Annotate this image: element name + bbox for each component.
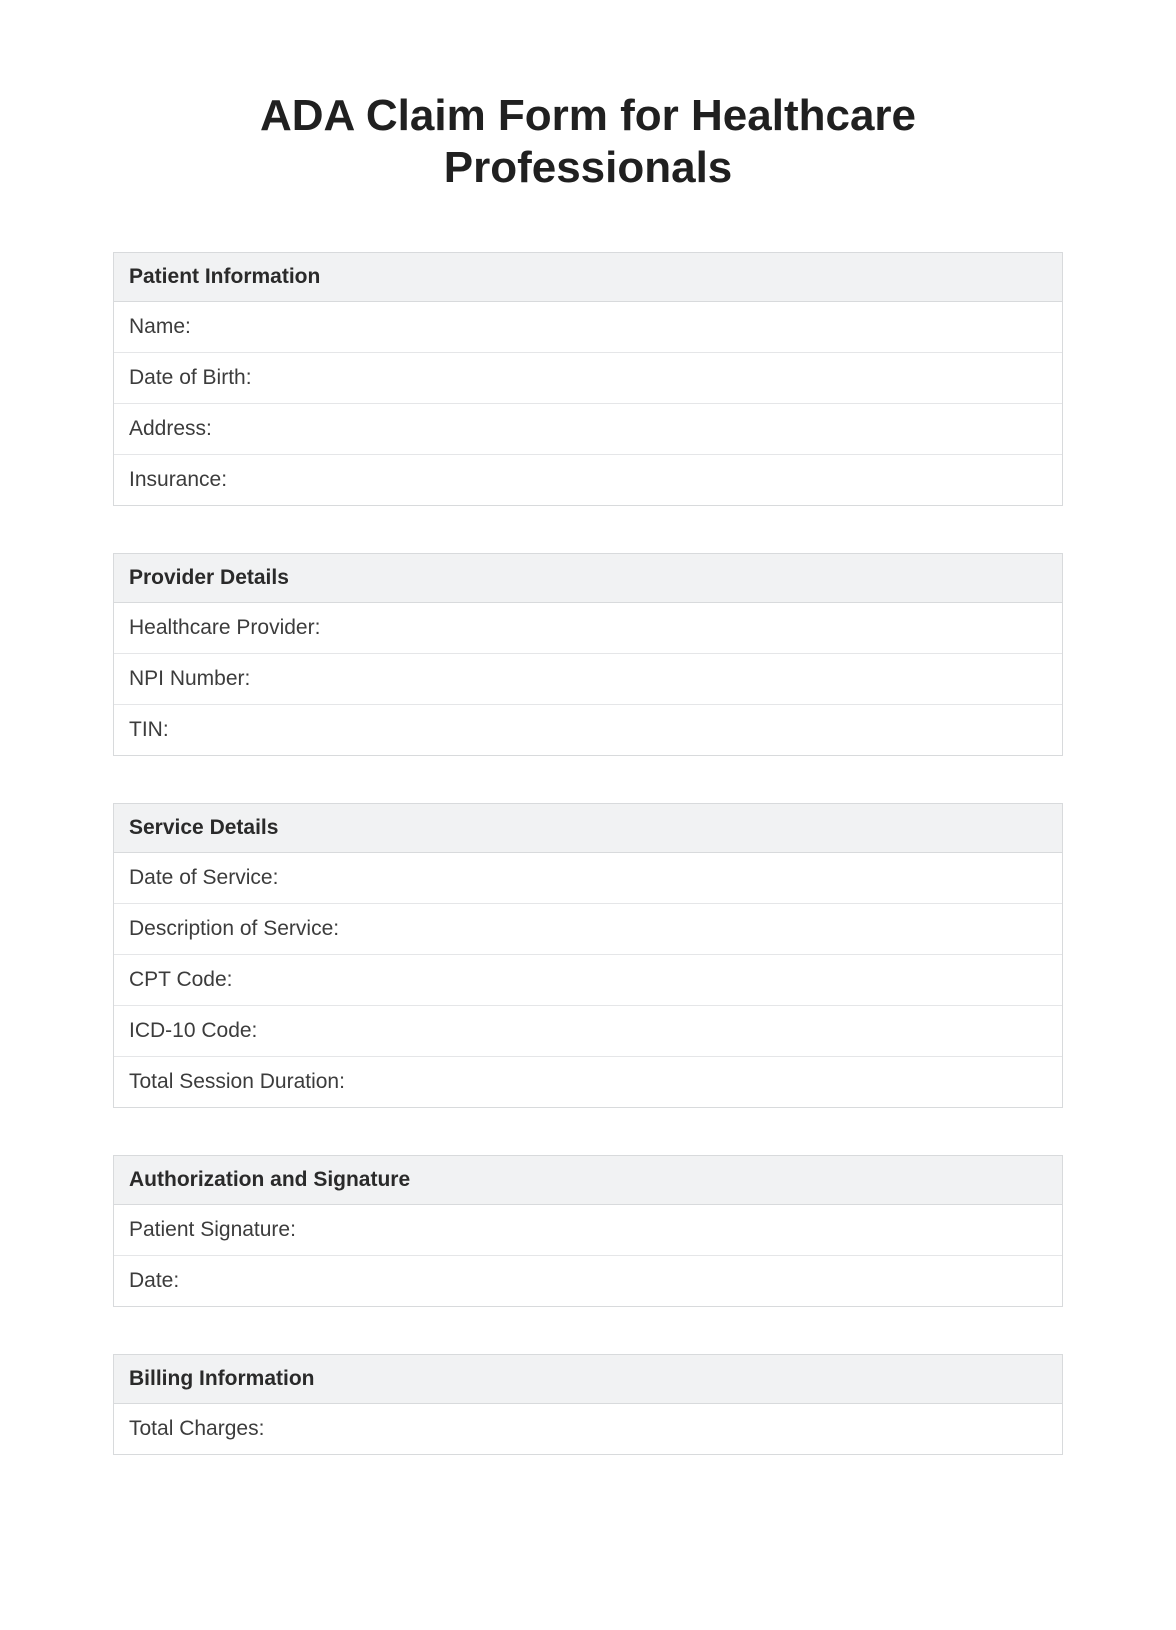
section-header: Patient Information bbox=[114, 253, 1062, 302]
field-row-total-session-duration bbox=[114, 1057, 1062, 1107]
field-label: Date of Service: bbox=[129, 866, 279, 889]
field-label: Total Charges: bbox=[129, 1417, 265, 1440]
field-value[interactable] bbox=[241, 968, 1048, 992]
field-row-patient-signature bbox=[114, 1205, 1062, 1256]
field-value[interactable] bbox=[286, 866, 1047, 890]
field-label: Address: bbox=[129, 417, 212, 440]
section-header: Service Details bbox=[114, 804, 1062, 853]
section-authorization-and-signature bbox=[113, 1155, 1063, 1307]
field-row-signature-date bbox=[114, 1256, 1062, 1306]
field-row-address bbox=[114, 404, 1062, 455]
field-row-cpt-code bbox=[114, 955, 1062, 1006]
field-value[interactable] bbox=[199, 315, 1047, 339]
field-value[interactable] bbox=[258, 667, 1047, 691]
field-label: NPI Number: bbox=[129, 667, 251, 690]
section-service-details bbox=[113, 803, 1063, 1108]
field-value[interactable] bbox=[304, 1218, 1047, 1242]
field-label: ICD-10 Code: bbox=[129, 1019, 258, 1042]
field-value[interactable] bbox=[272, 1417, 1047, 1441]
field-row-name bbox=[114, 302, 1062, 353]
field-label: Patient Signature: bbox=[129, 1218, 296, 1241]
field-row-tin bbox=[114, 705, 1062, 755]
field-value[interactable] bbox=[353, 1070, 1047, 1094]
field-label: Healthcare Provider: bbox=[129, 616, 321, 639]
field-value[interactable] bbox=[177, 718, 1047, 742]
section-patient-information bbox=[113, 252, 1063, 506]
field-row-npi-number bbox=[114, 654, 1062, 705]
field-label: Total Session Duration: bbox=[129, 1070, 345, 1093]
field-row-description-of-service bbox=[114, 904, 1062, 955]
section-provider-details bbox=[113, 553, 1063, 756]
field-value[interactable] bbox=[235, 468, 1047, 492]
field-value[interactable] bbox=[187, 1269, 1047, 1293]
field-label: Name: bbox=[129, 315, 191, 338]
field-row-total-charges bbox=[114, 1404, 1062, 1454]
field-value[interactable] bbox=[265, 1019, 1047, 1043]
field-row-icd-10-code bbox=[114, 1006, 1062, 1057]
field-row-date-of-birth bbox=[114, 353, 1062, 404]
field-label: Date of Birth: bbox=[129, 366, 252, 389]
section-header: Authorization and Signature bbox=[114, 1156, 1062, 1205]
field-label: Insurance: bbox=[129, 468, 228, 491]
field-row-healthcare-provider bbox=[114, 603, 1062, 654]
field-value[interactable] bbox=[260, 366, 1047, 390]
field-label: Date: bbox=[129, 1269, 180, 1292]
field-value[interactable] bbox=[220, 417, 1047, 441]
field-label: Description of Service: bbox=[129, 917, 340, 940]
section-header: Provider Details bbox=[114, 554, 1062, 603]
field-label: CPT Code: bbox=[129, 968, 233, 991]
section-header: Billing Information bbox=[114, 1355, 1062, 1404]
document-page bbox=[113, 0, 1063, 1455]
field-row-date-of-service bbox=[114, 853, 1062, 904]
page-title: ADA Claim Form for Healthcare Professionals bbox=[259, 91, 917, 192]
field-label: TIN: bbox=[129, 718, 169, 741]
field-row-insurance bbox=[114, 455, 1062, 505]
field-value[interactable] bbox=[347, 917, 1047, 941]
field-value[interactable] bbox=[328, 616, 1047, 640]
section-billing-information bbox=[113, 1354, 1063, 1455]
